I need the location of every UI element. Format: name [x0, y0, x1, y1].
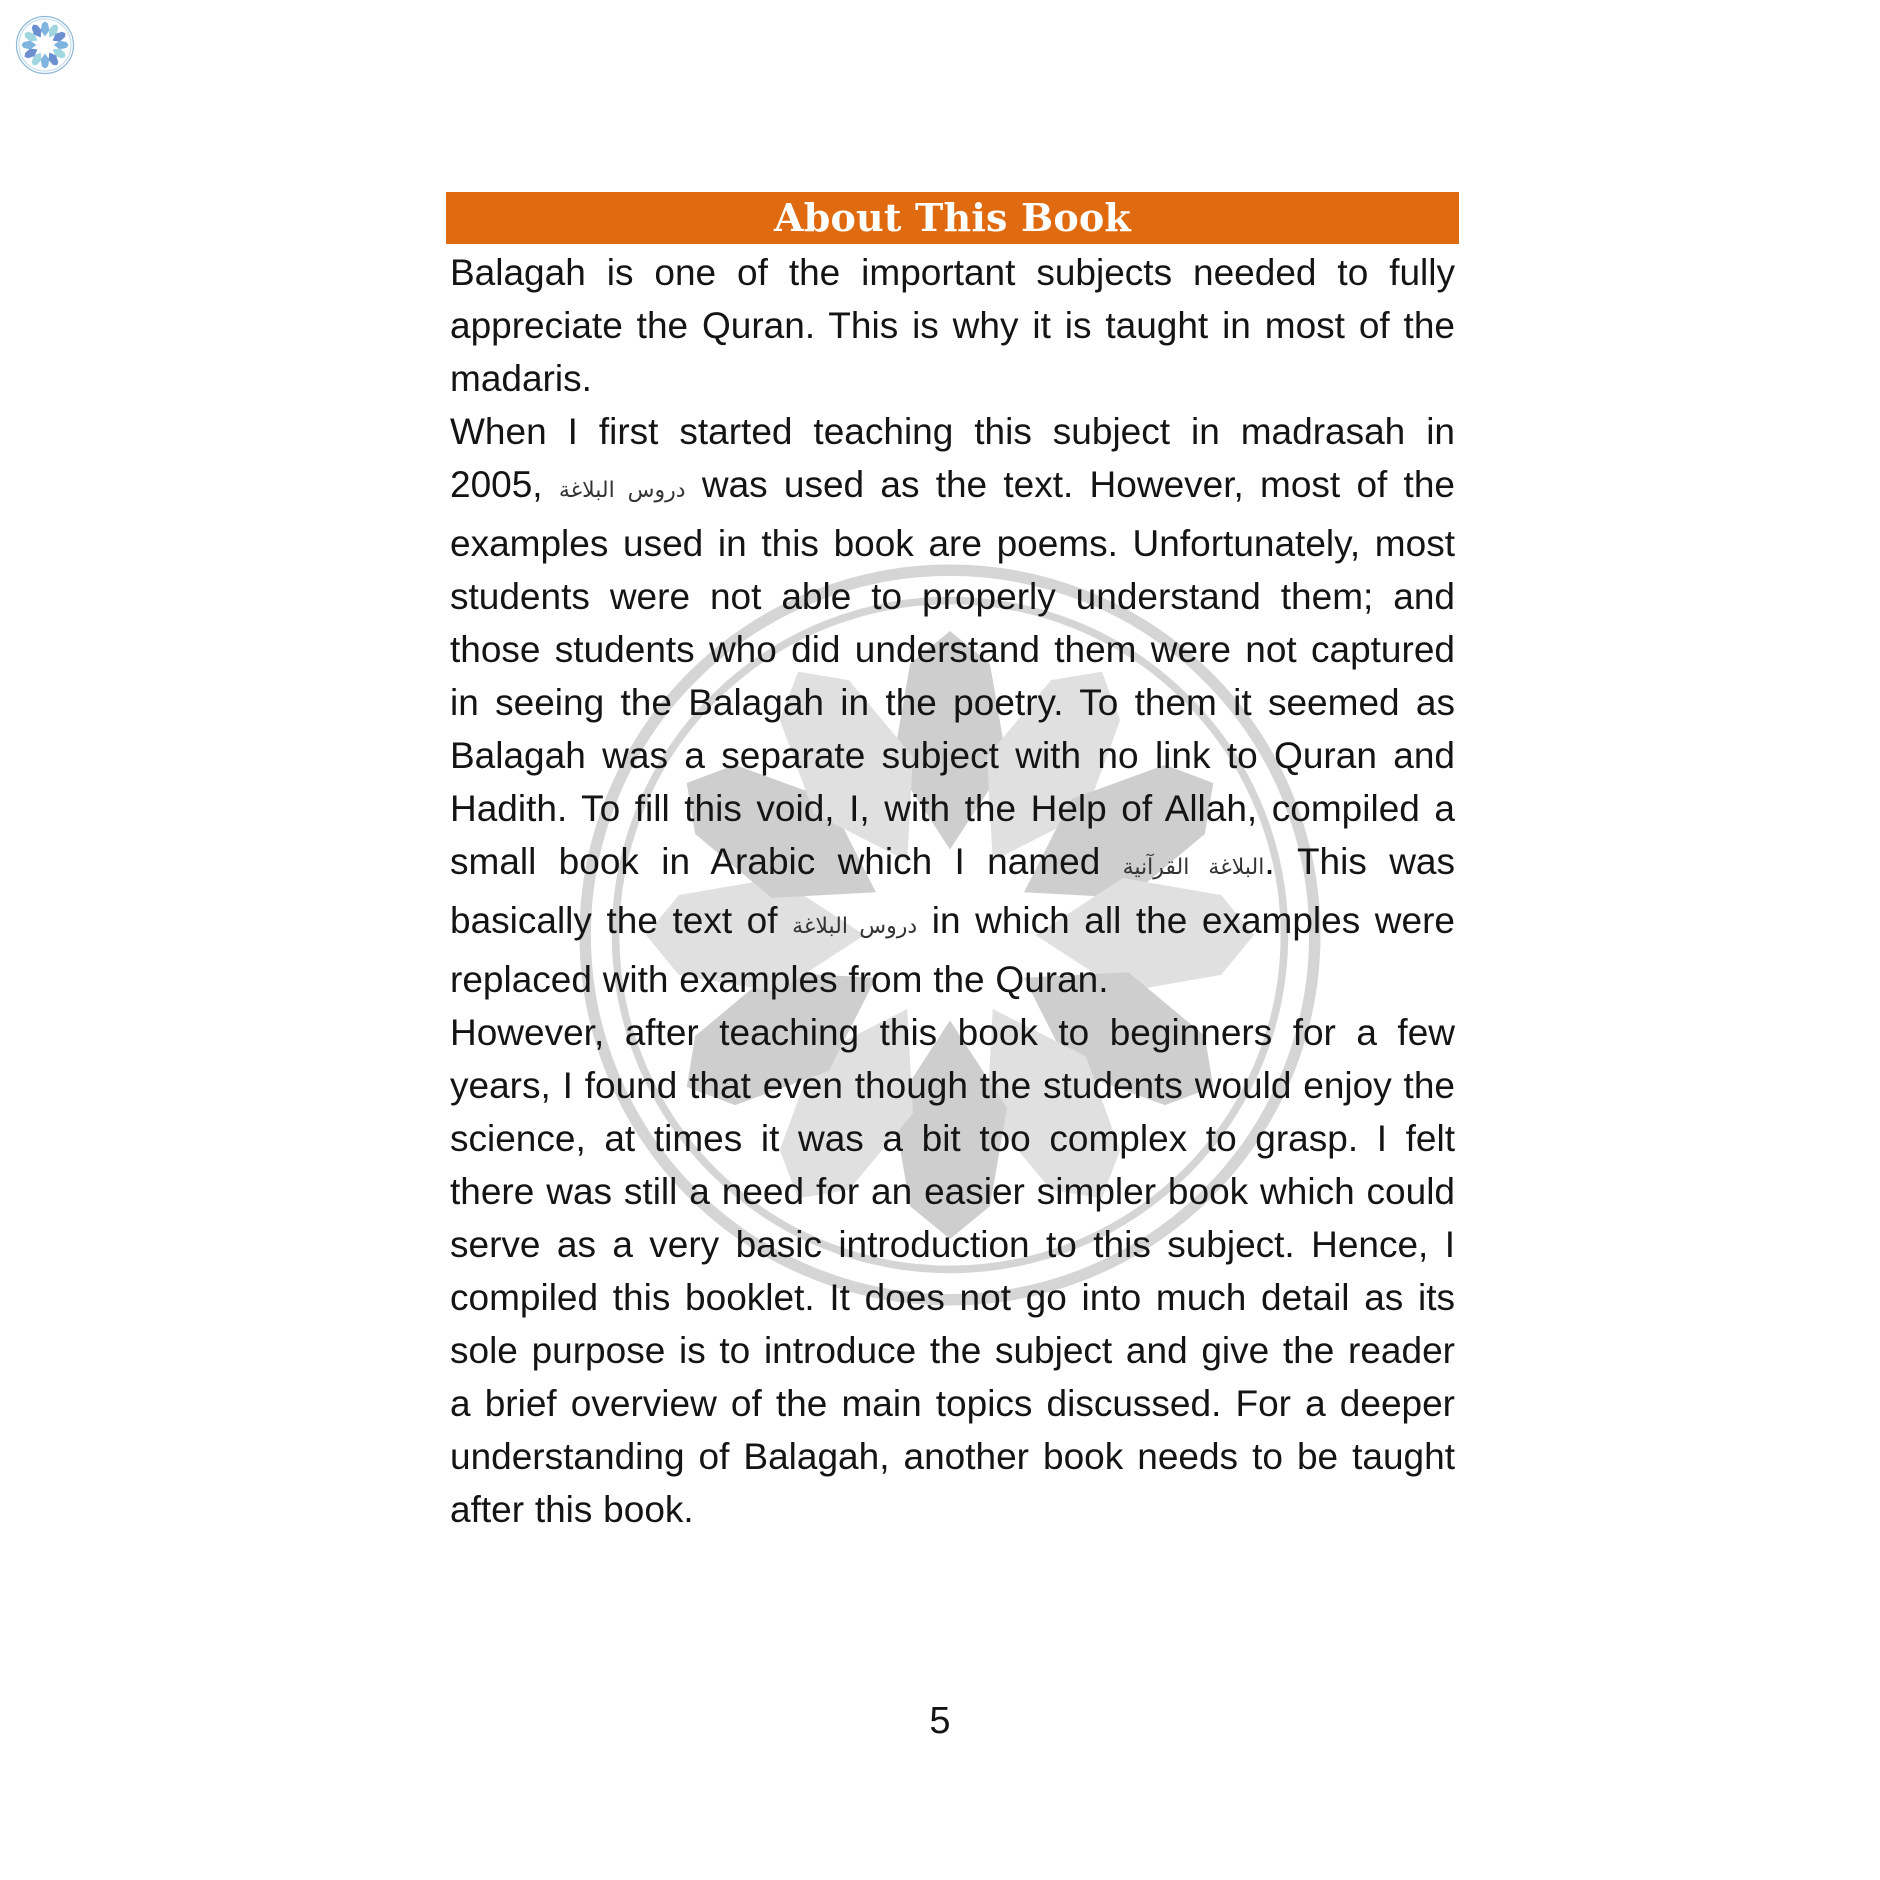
- arabic-title: البلاغة القرآنية: [1122, 855, 1265, 880]
- paragraph-1: [450, 246, 1455, 405]
- paragraph-text: Balagah is one of the important subjects needed to fully appreciate the Quran. This is why it is taught in most of the madaris.: [450, 252, 1455, 399]
- section-title: About This Book: [446, 192, 1459, 244]
- paragraph-text: in which all the examples were replaced with examples from the Quran.: [450, 900, 1456, 1000]
- paragraph-2: [450, 405, 1455, 1006]
- body-text: [446, 246, 1459, 1536]
- paragraph-text: . This was basically the text of: [450, 841, 1455, 941]
- rosette-logo-icon: [14, 14, 76, 76]
- arabic-title: دروس البلاغة: [558, 478, 686, 503]
- paragraph-text: However, after teaching this book to beginners for a few years, I found that even though the students would enjoy the science, at times it was a bit too complex to grasp. I felt there was still a need for an easier simpler book which could serve as a very basic introduction to this subject. Hence, I compiled this booklet. It does not go into much detail as its sole purpose is to introduce the subject and give the reader a brief overview of the main topics discussed. For a deeper understanding of Balagah, another book needs to be taught after this book.: [450, 1012, 1455, 1530]
- paragraph-text: When I first started teaching this subject in madrasah in 2005,: [450, 411, 1455, 505]
- paragraph-text: was used as the text. However, most of the examples used in this book are poems. Unfortunately, most students were not able to properly understand them; and those students who did understand them were not captured in seeing the Balagah in the poetry. To them it seemed as Balagah was a separate subject with no link to Quran and Hadith. To fill this void, I, with the Help of Allah, compiled a small book in Arabic which I named: [450, 464, 1455, 882]
- book-page: [446, 192, 1459, 1536]
- arabic-title: دروس البلاغة: [792, 914, 918, 939]
- paragraph-3: [450, 1006, 1455, 1536]
- page-number: 5: [929, 1700, 951, 1742]
